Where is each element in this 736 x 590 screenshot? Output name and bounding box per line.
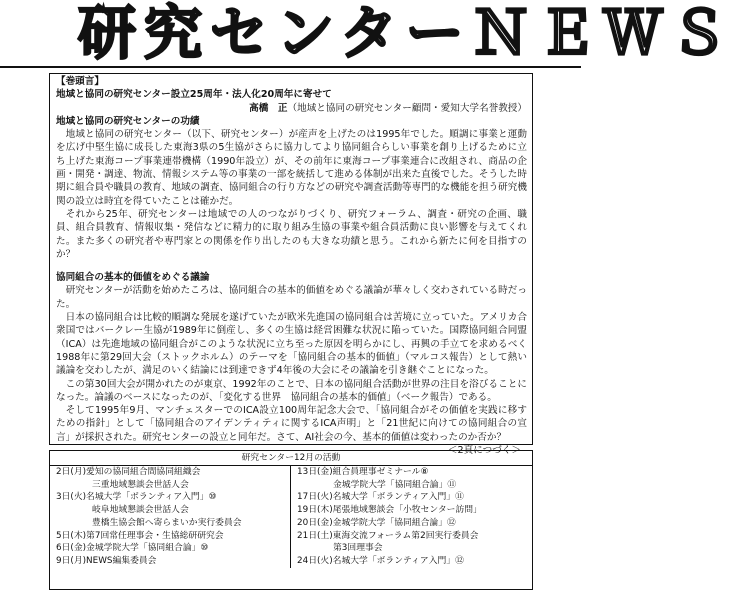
- schedule-item: 20日(金)金城学院大学「協同組合論」⑫: [297, 517, 456, 528]
- schedule-item: 2日(月)愛知の協同組合間協同組織会: [56, 467, 201, 477]
- schedule-item: 5日(木)第7回常任理事会・生協総研研究会: [56, 530, 224, 541]
- schedule-item: 第3回理事会: [333, 543, 383, 554]
- paragraph: そして1995年9月、マンチェスターでのICA設立100周年記念大会で、「協同組合がその価値を実践に移すための指針」として「協同組合のアイデンティティに関するICA声明」と「21世紀に向けての協同組合の宣言」が採択された。研究センターの設立と同年だ。さて、AI社会の今、基本的価値は変わったのか否か？: [56, 405, 527, 443]
- schedule-column-left: [50, 466, 291, 568]
- paragraph: 研究センターが活動を始めたころは、協同組合の基本的価値をめぐる議論が華々しく交わされている時だった。: [56, 285, 527, 310]
- schedule-item: 6日(金)金城学院大学「協同組合論」⑩: [56, 543, 209, 554]
- article-author: [56, 102, 527, 115]
- schedule-box: [49, 450, 533, 590]
- schedule-item: 岐阜地域懇談会世話人会: [92, 505, 189, 516]
- schedule-column-right: [291, 466, 532, 568]
- schedule-item: 三重地域懇談会世話人会: [92, 479, 189, 490]
- schedule-item: 19日(木)尾張地域懇談会「小牧センター訪問」: [297, 505, 482, 516]
- schedule-item: 3日(火)名城大学「ボランティア入門」⑩: [56, 492, 217, 503]
- schedule-item: 豊橋生協会館へ寄らまいか実行委員会: [92, 517, 242, 528]
- paragraph: 地域と協同の研究センター（以下、研究センター）が産声を上げたのは1995年でした。順調に事業と運動を広げ中堅生協に成長した東海3県の5生協がさらに協力してより協同組合らしい事業を創り上げるために立ち上げた東海コープ事業連帯機構（1990年設立）が、その前年に東海コープ事業連合に改組され、商品の企画・開発・調達、物流、情報システム等の事業の一部を統括して進める体制が出来た直後でした。そうした時期に組合員や職員の教育、地域の調査、協同組合の行り方などの研究や調査活動等専門的な機能を担う研究機関の設立は時宜を得ていたことは確かだ。: [56, 129, 527, 207]
- schedule-item: 9日(月)NEWS編集委員会: [56, 555, 157, 566]
- continued-note: ＜2頁につづく＞: [447, 445, 521, 457]
- paragraph: 日本の協同組合は比較的順調な発展を遂げていたが欧米先進国の協同組合は苦境に立っていた。アメリカ合衆国ではバークレー生協が1989年に倒産し、多くの生協は経営困難な状況に陥っていた。国際協同組合同盟（ICA）は先進地域の協同組合がこのような状況に立ち至った原因を明らかにし、再興の手立てを求めるべく1988年に第29回大会（ストックホルム）のテーマを「協同組合の基本的価値」（マルコス報告）として熱い議論を交わしたが、満足のいく結論には到達できず4年後の大会にその議論を引き継ぐことになった。: [56, 312, 527, 377]
- section-heading: 地域と協同の研究センターの功績: [56, 115, 200, 127]
- section-heading: 協同組合の基本的価値をめぐる議論: [56, 272, 210, 284]
- masthead: [0, 0, 736, 68]
- paragraph: それから25年、研究センターは地域での人のつながりづくり、研究フォーラム、調査・研究の企画、職員、組合員教育、情報収集・発信などに精力的に取り組み生協の事業や組合員活動に良い影響を与えてくれた。また多くの研究者や専門家との関係を作り出したのも大きな功績と思う。これから新たに何を目指すのか？: [56, 208, 527, 260]
- schedule-item: 24日(火)名城大学「ボランティア入門」⑫: [297, 555, 464, 566]
- author-name: 高橋 正: [249, 102, 288, 114]
- schedule-item: 21日(土)東海交流フォーラム第2回実行委員会: [297, 530, 479, 541]
- author-affiliation: （地域と協同の研究センター顧問・愛知大学名誉教授）: [287, 102, 527, 114]
- paragraph: この第30回大会が開かれたのが東京、1992年のことで、日本の協同組合活動が世界の注目を浴びることになった。論議のベースになったのが、「変化する世界 協同組合の基本的価値」（ベーク報告）である。: [56, 378, 527, 403]
- schedule-item: 金城学院大学「協同組合論」⑪: [333, 479, 457, 490]
- schedule-item: 13日(金)組合員理事ゼミナール⑧: [297, 467, 429, 477]
- schedule-title: 研究センター12月の活動: [50, 451, 532, 466]
- article-box: [49, 73, 533, 457]
- schedule-item: 17日(火)名城大学「ボランティア入門」⑪: [297, 492, 464, 503]
- masthead-title: 研究センターＮＥＷＳ: [78, 0, 736, 67]
- article-title: 地域と協同の研究センター設立25周年・法人化20周年に寄せて: [56, 89, 332, 101]
- article-tag: 【巻頭言】: [56, 76, 104, 87]
